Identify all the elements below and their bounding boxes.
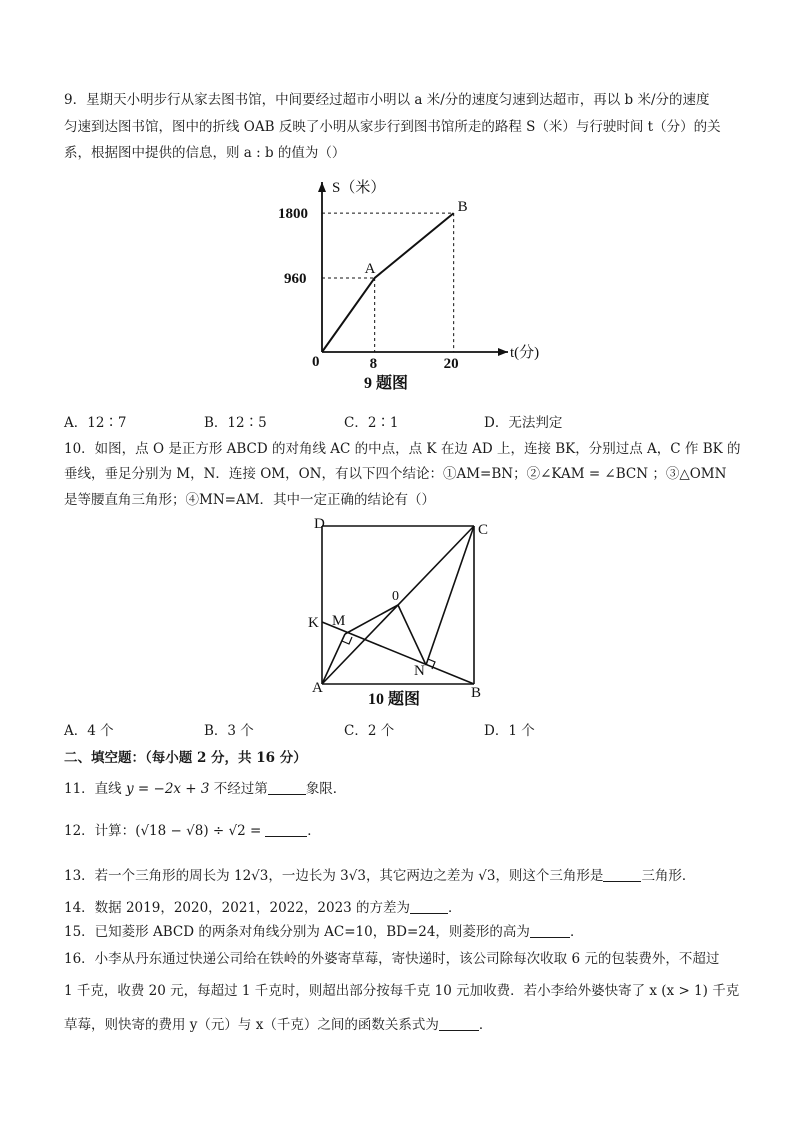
q10-option-c: C．2 个 <box>344 723 395 739</box>
q16-line-3 <box>64 1019 492 1033</box>
q11-suffix: 象限． <box>305 781 347 797</box>
q9-option-d: D．无法判定 <box>484 415 563 431</box>
q12-suffix: ． <box>307 823 321 839</box>
y-tick-label-1800: 1800 <box>278 206 308 223</box>
q10-line-1: 10．如图，点 O 是正方形 ABCD 的对角线 AC 的中点，点 K 在边 AD 上，连接 BK，分别过点 A，C 作 BK 的 <box>64 441 741 457</box>
q13-text-5: 三角形． <box>641 868 696 884</box>
point-label-o: 0 <box>312 354 320 370</box>
segment-cn <box>426 526 474 665</box>
q13-side: 3√3 <box>340 868 366 884</box>
q14-answer-blank <box>410 913 448 914</box>
q14 <box>64 902 462 916</box>
q10-figure <box>300 512 500 712</box>
x-tick-label-8: 8 <box>369 356 378 372</box>
q13-perimeter: 12√3 <box>233 868 269 884</box>
q9-line-3: 系，根据图中提供的信息，则 a : b 的值为（） <box>64 145 346 161</box>
q12 <box>64 825 321 839</box>
q13-text-4: ，则这个三角形是 <box>495 868 604 884</box>
segment-on <box>398 605 426 665</box>
q15-answer-blank <box>530 937 570 938</box>
q11-formula: y = −2x + 3 <box>125 781 210 797</box>
q9-line-1: 9．星期天小明步行从家去图书馆，中间要经过超市小明以 a 米/分的速度匀速到达超市，再以 b 米/分的速度 <box>64 92 710 108</box>
y-axis-label: S（米） <box>332 180 386 196</box>
q9-option-c: C．2∶1 <box>344 415 399 431</box>
section-title: 二、填空题：（每小题 2 分，共 16 分） <box>64 750 307 766</box>
q16-answer-blank <box>439 1030 479 1031</box>
q13-text-1: 13．若一个三角形的周长为 <box>64 868 234 884</box>
q16-line-3-text: 草莓，则快寄的费用 y（元）与 x（千克）之间的函数关系式为 <box>64 1017 439 1033</box>
figure-caption: 10 题图 <box>368 691 421 708</box>
q12-answer-blank <box>265 836 307 837</box>
q13-text-2: ，一边长为 <box>268 868 341 884</box>
q11 <box>64 783 346 797</box>
q15 <box>64 926 583 940</box>
y-tick-label-960: 960 <box>284 270 307 287</box>
segment-am <box>322 634 345 684</box>
q15-suffix: ． <box>569 924 584 940</box>
q13 <box>64 870 695 884</box>
q15-text: 15．已知菱形 ABCD 的两条对角线分别为 AC=10，BD=24，则菱形的高为 <box>64 924 530 940</box>
label-d: D <box>314 516 325 532</box>
q16-line-2: 1 千克，收费 20 元，每超过 1 千克时，则超出部分按每千克 10 元加收费．若小李给外婆快寄了 x (x > 1) 千克 <box>64 983 740 999</box>
x-axis-label: t(分) <box>510 345 540 361</box>
q13-difference: √3 <box>478 868 496 884</box>
q10-line-3: 是等腰直角三角形；④MN=AM．其中一定正确的结论有（） <box>64 492 436 508</box>
label-o: 0 <box>392 589 399 604</box>
series-line-oab <box>322 213 454 352</box>
label-a: A <box>312 680 323 696</box>
q16-suffix: ． <box>478 1017 493 1033</box>
q10-option-b: B．3 个 <box>204 723 254 739</box>
segment-om <box>345 605 398 634</box>
q10-line-2: 垂线，垂足分别为 M，N．连接 OM，ON，有以下四个结论：①AM=BN；②∠KAM = ∠BCN ；③△OMN <box>64 466 727 482</box>
label-n: N <box>414 663 425 679</box>
chart-title: 9 题图 <box>364 375 409 392</box>
q11-answer-blank <box>268 794 306 795</box>
point-label-a: A <box>364 260 376 277</box>
q9-line-2: 匀速到达图书馆，图中的折线 OAB 反映了小明从家步行到图书馆所走的路程 S（米）与行驶时间 t（分）的关 <box>64 119 721 135</box>
q14-text: 14．数据 2019，2020，2021，2022，2023 的方差为 <box>64 900 411 916</box>
segment-bk <box>322 622 474 684</box>
point-label-b: B <box>457 199 468 216</box>
label-b: B <box>471 685 482 701</box>
q11-prefix: 11．直线 <box>64 781 126 797</box>
label-m: M <box>332 613 346 629</box>
q9-chart <box>270 172 540 400</box>
label-k: K <box>308 615 319 631</box>
x-axis-arrow <box>498 348 508 356</box>
label-c: C <box>478 522 489 538</box>
q10-option-d: D．1 个 <box>484 723 535 739</box>
q13-text-3: ，其它两边之差为 <box>365 868 479 884</box>
q9-option-a: A．12∶7 <box>64 415 127 431</box>
q11-text: 不经过第 <box>209 781 268 797</box>
q16-line-1: 16．小李从丹东通过快递公司给在铁岭的外婆寄草莓，寄快递时，该公司除每次收取 6 元的包装费外，不超过 <box>64 951 720 967</box>
x-tick-label-20: 20 <box>443 356 459 372</box>
q13-answer-blank <box>603 881 641 882</box>
q14-suffix: ． <box>448 900 462 916</box>
q12-prefix: 12．计算： <box>64 823 136 839</box>
y-axis-arrow <box>318 182 326 192</box>
q12-formula: (√18 − √8) ÷ √2 = <box>135 823 262 839</box>
q9-option-b: B．12∶5 <box>204 415 267 431</box>
q10-option-a: A．4 个 <box>64 723 114 739</box>
